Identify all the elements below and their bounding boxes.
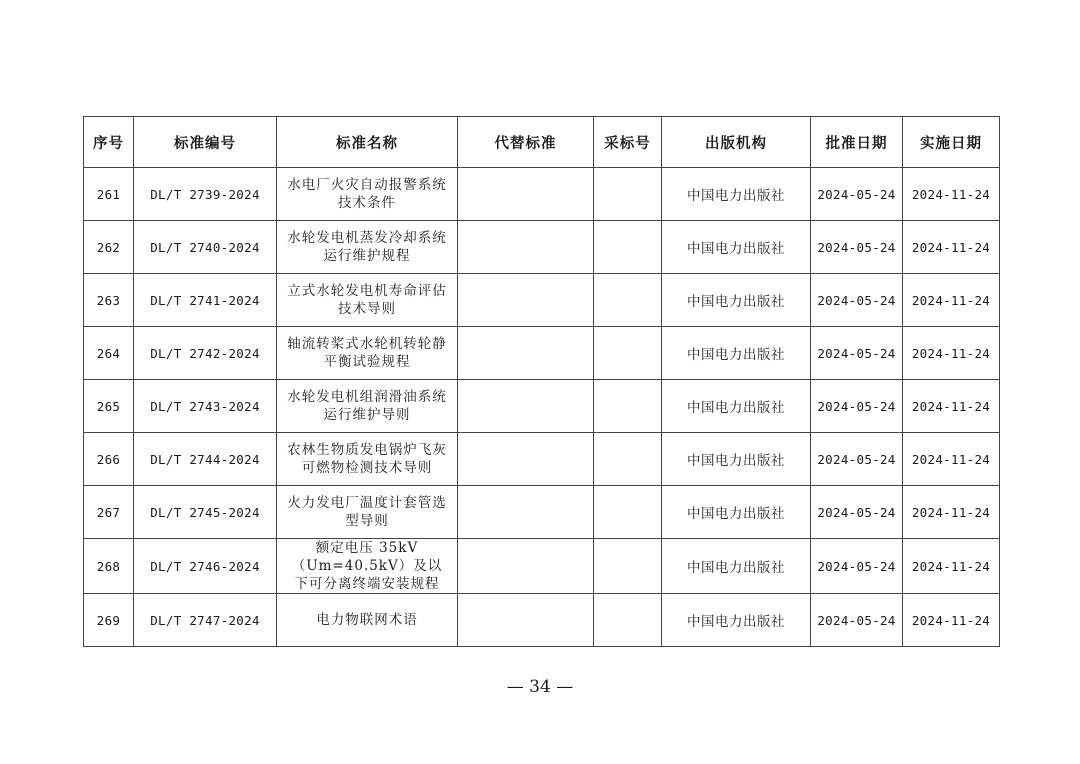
cell-seq: 262	[84, 221, 134, 274]
cell-publisher: 中国电力出版社	[662, 221, 811, 274]
cell-approved: 2024-05-24	[811, 594, 903, 647]
header-adopted: 采标号	[594, 117, 662, 168]
cell-replaces	[458, 380, 594, 433]
cell-effective: 2024-11-24	[903, 274, 1000, 327]
cell-replaces	[458, 168, 594, 221]
table-row	[84, 539, 1000, 594]
cell-publisher: 中国电力出版社	[662, 539, 811, 594]
cell-code: DL/T 2744-2024	[134, 433, 277, 486]
cell-code: DL/T 2746-2024	[134, 539, 277, 594]
cell-seq: 268	[84, 539, 134, 594]
page-number: — 34 —	[506, 677, 574, 697]
cell-publisher: 中国电力出版社	[662, 380, 811, 433]
cell-name: 水电厂火灾自动报警系统技术条件	[277, 168, 458, 221]
cell-name: 额定电压 35kV（Um=40.5kV）及以下可分离终端安装规程	[277, 539, 458, 594]
cell-replaces	[458, 433, 594, 486]
cell-publisher: 中国电力出版社	[662, 327, 811, 380]
cell-replaces	[458, 327, 594, 380]
cell-effective: 2024-11-24	[903, 380, 1000, 433]
cell-adopted	[594, 327, 662, 380]
cell-effective: 2024-11-24	[903, 433, 1000, 486]
cell-adopted	[594, 486, 662, 539]
table-row	[84, 433, 1000, 486]
cell-seq: 265	[84, 380, 134, 433]
table-row	[84, 168, 1000, 221]
table-row	[84, 486, 1000, 539]
cell-seq: 266	[84, 433, 134, 486]
cell-name: 水轮发电机组润滑油系统运行维护导则	[277, 380, 458, 433]
cell-name: 火力发电厂温度计套管选型导则	[277, 486, 458, 539]
cell-code: DL/T 2741-2024	[134, 274, 277, 327]
cell-publisher: 中国电力出版社	[662, 433, 811, 486]
cell-effective: 2024-11-24	[903, 327, 1000, 380]
table-body	[84, 168, 1000, 647]
cell-adopted	[594, 539, 662, 594]
table-row	[84, 274, 1000, 327]
cell-adopted	[594, 594, 662, 647]
cell-replaces	[458, 221, 594, 274]
header-approved: 批准日期	[811, 117, 903, 168]
cell-name: 电力物联网术语	[277, 594, 458, 647]
cell-publisher: 中国电力出版社	[662, 168, 811, 221]
header-row	[84, 117, 1000, 168]
header-effective: 实施日期	[903, 117, 1000, 168]
cell-code: DL/T 2747-2024	[134, 594, 277, 647]
table-row	[84, 327, 1000, 380]
cell-effective: 2024-11-24	[903, 168, 1000, 221]
table-row	[84, 594, 1000, 647]
cell-seq: 263	[84, 274, 134, 327]
cell-publisher: 中国电力出版社	[662, 274, 811, 327]
cell-approved: 2024-05-24	[811, 168, 903, 221]
cell-replaces	[458, 539, 594, 594]
header-code: 标准编号	[134, 117, 277, 168]
cell-replaces	[458, 594, 594, 647]
table-row	[84, 380, 1000, 433]
table-row	[84, 221, 1000, 274]
cell-seq: 267	[84, 486, 134, 539]
cell-approved: 2024-05-24	[811, 380, 903, 433]
cell-seq: 264	[84, 327, 134, 380]
cell-approved: 2024-05-24	[811, 486, 903, 539]
header-name: 标准名称	[277, 117, 458, 168]
cell-code: DL/T 2742-2024	[134, 327, 277, 380]
cell-effective: 2024-11-24	[903, 539, 1000, 594]
cell-seq: 269	[84, 594, 134, 647]
cell-approved: 2024-05-24	[811, 221, 903, 274]
cell-adopted	[594, 274, 662, 327]
cell-approved: 2024-05-24	[811, 327, 903, 380]
standards-table	[83, 116, 1000, 647]
header-publisher: 出版机构	[662, 117, 811, 168]
cell-effective: 2024-11-24	[903, 221, 1000, 274]
cell-name: 农林生物质发电锅炉飞灰可燃物检测技术导则	[277, 433, 458, 486]
cell-code: DL/T 2739-2024	[134, 168, 277, 221]
cell-replaces	[458, 486, 594, 539]
cell-adopted	[594, 168, 662, 221]
cell-code: DL/T 2740-2024	[134, 221, 277, 274]
cell-adopted	[594, 221, 662, 274]
cell-name: 水轮发电机蒸发冷却系统运行维护规程	[277, 221, 458, 274]
cell-code: DL/T 2743-2024	[134, 380, 277, 433]
cell-approved: 2024-05-24	[811, 539, 903, 594]
cell-approved: 2024-05-24	[811, 274, 903, 327]
header-seq: 序号	[84, 117, 134, 168]
cell-code: DL/T 2745-2024	[134, 486, 277, 539]
cell-adopted	[594, 433, 662, 486]
cell-replaces	[458, 274, 594, 327]
cell-publisher: 中国电力出版社	[662, 594, 811, 647]
cell-name: 轴流转桨式水轮机转轮静平衡试验规程	[277, 327, 458, 380]
cell-publisher: 中国电力出版社	[662, 486, 811, 539]
header-replaces: 代替标准	[458, 117, 594, 168]
cell-effective: 2024-11-24	[903, 486, 1000, 539]
cell-approved: 2024-05-24	[811, 433, 903, 486]
cell-adopted	[594, 380, 662, 433]
cell-effective: 2024-11-24	[903, 594, 1000, 647]
cell-seq: 261	[84, 168, 134, 221]
cell-name: 立式水轮发电机寿命评估技术导则	[277, 274, 458, 327]
